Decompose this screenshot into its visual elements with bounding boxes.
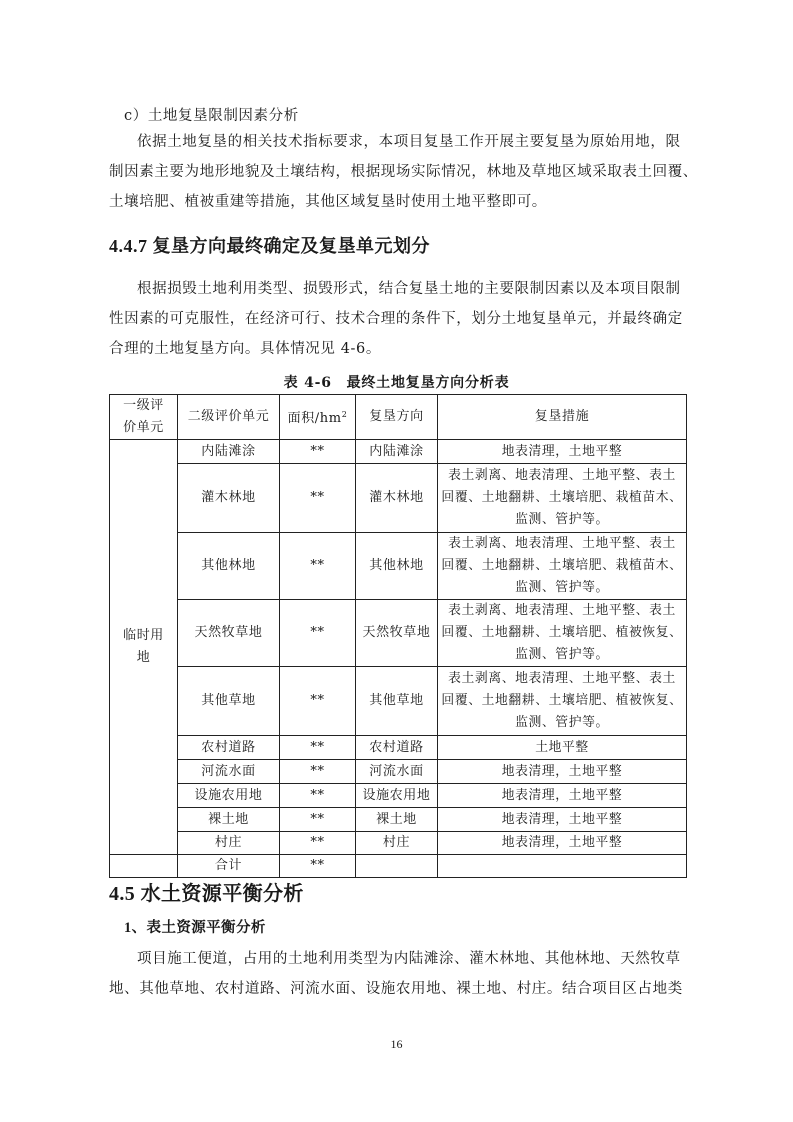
paragraph-line: 根据损毁土地利用类型、损毁形式，结合复垦土地的主要限制因素以及本项目限制: [137, 281, 681, 297]
cell-direction: 内陆滩涂: [356, 440, 438, 464]
table-row: [110, 464, 687, 533]
header-text: 一级评: [123, 398, 164, 413]
measures-line: 表土剥离、地表清理、土地平整、表土: [448, 536, 676, 551]
table-row: [110, 600, 687, 667]
cell-direction: 裸土地: [356, 808, 438, 832]
table-row: [110, 736, 687, 760]
measures-line: 表土剥离、地表清理、土地平整、表土: [448, 468, 676, 483]
measures-line: 监测、管护等。: [515, 580, 609, 595]
measures-line: 地表清理，土地平整: [501, 787, 623, 803]
cell-measures: [438, 533, 687, 600]
cell-unit: 农村道路: [178, 736, 280, 760]
cell-area: **: [280, 600, 356, 667]
cell-area: **: [280, 784, 356, 808]
page-number: 16: [390, 1037, 403, 1051]
cell-measures: [438, 600, 687, 667]
paragraph-line: 依据土地复垦的相关技术指标要求，本项目复垦工作开展主要复垦为原始用地，限: [137, 134, 681, 150]
header-text: 价单元: [123, 420, 164, 435]
table-row: [110, 533, 687, 600]
paragraph-line: 合理的土地复垦方向。具体情况见 4-6。: [109, 341, 381, 357]
group-label-temporary-land: [110, 440, 178, 855]
paragraph-limiting-factors: [109, 127, 698, 217]
section-heading-4-5: 4.5 水土资源平衡分析: [109, 883, 304, 905]
cell-measures: [438, 440, 687, 464]
paragraph-line: 项目施工便道，占用的土地利用类型为内陆滩涂、灌木林地、其他林地、天然牧草: [137, 951, 681, 967]
measures-line: 地表清理，土地平整: [501, 443, 623, 459]
total-empty-cell: [438, 855, 687, 878]
subheading-topsoil-balance: 1、表土资源平衡分析: [124, 920, 266, 936]
cell-unit: 河流水面: [178, 760, 280, 784]
measures-line: 表土剥离、地表清理、土地平整、表土: [448, 603, 676, 618]
cell-area: **: [280, 464, 356, 533]
subsection-heading-c: c）土地复垦限制因素分析: [124, 108, 299, 124]
group-label-text: 地: [136, 650, 151, 665]
cell-direction: 设施农用地: [356, 784, 438, 808]
table-row: [110, 784, 687, 808]
cell-direction: 河流水面: [356, 760, 438, 784]
cell-unit: 裸土地: [178, 808, 280, 832]
total-label: 合计: [178, 855, 280, 878]
measures-line: 土地平整: [535, 739, 589, 755]
header-text: 面积/hm: [287, 411, 342, 426]
cell-unit: 内陆滩涂: [178, 440, 280, 464]
table-total-row: [110, 855, 687, 878]
cell-measures: [438, 736, 687, 760]
cell-unit: 灌木林地: [178, 464, 280, 533]
total-empty-cell: [356, 855, 438, 878]
paragraph-line: 地、其他草地、农村道路、河流水面、设施农用地、裸土地、村庄。结合项目区占地类: [109, 981, 683, 997]
cell-direction: 其他草地: [356, 667, 438, 736]
cell-measures: [438, 808, 687, 832]
total-empty-cell: [110, 855, 178, 878]
cell-area: **: [280, 832, 356, 855]
cell-direction: 其他林地: [356, 533, 438, 600]
measures-line: 地表清理，土地平整: [501, 763, 623, 779]
superscript: 2: [341, 410, 348, 419]
cell-area: **: [280, 760, 356, 784]
paragraph-topsoil: [109, 944, 689, 1004]
table-header-row: [110, 395, 687, 440]
paragraph-line: 性因素的可克服性，在经济可行、技术合理的条件下，划分土地复垦单元，并最终确定: [109, 311, 683, 327]
header-direction: 复垦方向: [356, 395, 438, 440]
table-row: [110, 667, 687, 736]
measures-line: 地表清理，土地平整: [501, 835, 623, 850]
total-area: **: [280, 855, 356, 878]
cell-unit: 设施农用地: [178, 784, 280, 808]
cell-measures: [438, 784, 687, 808]
measures-line: 监测、管护等。: [515, 647, 609, 662]
table-caption: 表 4-6 最终土地复垦方向分析表: [283, 375, 510, 391]
cell-direction: 村庄: [356, 832, 438, 855]
header-level2-unit: 二级评价单元: [178, 395, 280, 440]
measures-line: 回覆、土地翻耕、土壤培肥、植被恢复、: [441, 693, 683, 708]
table-row: [110, 440, 687, 464]
cell-unit: 其他草地: [178, 667, 280, 736]
measures-line: 表土剥离、地表清理、土地平整、表土: [448, 671, 676, 686]
cell-area: **: [280, 667, 356, 736]
cell-area: **: [280, 808, 356, 832]
paragraph-line: 土壤培肥、植被重建等措施，其他区域复垦时使用土地平整即可。: [109, 194, 547, 210]
reclamation-direction-table: [109, 394, 687, 878]
measures-line: 监测、管护等。: [515, 512, 609, 527]
cell-area: **: [280, 533, 356, 600]
paragraph-line: 制因素主要为地形地貌及土壤结构，根据现场实际情况，林地及草地区域采取表土回覆、: [109, 164, 698, 180]
measures-line: 监测、管护等。: [515, 715, 609, 730]
measures-line: 回覆、土地翻耕、土壤培肥、栽植苗木、: [441, 558, 683, 573]
header-measures: 复垦措施: [438, 395, 687, 440]
group-label-text: 临时用: [123, 628, 164, 643]
cell-measures: [438, 464, 687, 533]
cell-unit: 天然牧草地: [178, 600, 280, 667]
cell-unit: 村庄: [178, 832, 280, 855]
header-level1-unit: [110, 395, 178, 440]
cell-unit: 其他林地: [178, 533, 280, 600]
cell-direction: 农村道路: [356, 736, 438, 760]
cell-area: **: [280, 440, 356, 464]
cell-direction: 灌木林地: [356, 464, 438, 533]
measures-line: 回覆、土地翻耕、土壤培肥、栽植苗木、: [441, 490, 683, 505]
measures-line: 地表清理，土地平整: [501, 811, 623, 827]
table-row: [110, 832, 687, 855]
cell-measures: [438, 667, 687, 736]
cell-direction: 天然牧草地: [356, 600, 438, 667]
cell-measures: [438, 760, 687, 784]
cell-area: **: [280, 736, 356, 760]
table-row: [110, 760, 687, 784]
section-heading-4-4-7: 4.4.7 复垦方向最终确定及复垦单元划分: [109, 236, 430, 256]
paragraph-reclamation-direction: [109, 274, 689, 364]
table-row: [110, 808, 687, 832]
measures-line: 回覆、土地翻耕、土壤培肥、植被恢复、: [441, 625, 683, 640]
header-area: [280, 395, 356, 440]
cell-measures: [438, 832, 687, 855]
